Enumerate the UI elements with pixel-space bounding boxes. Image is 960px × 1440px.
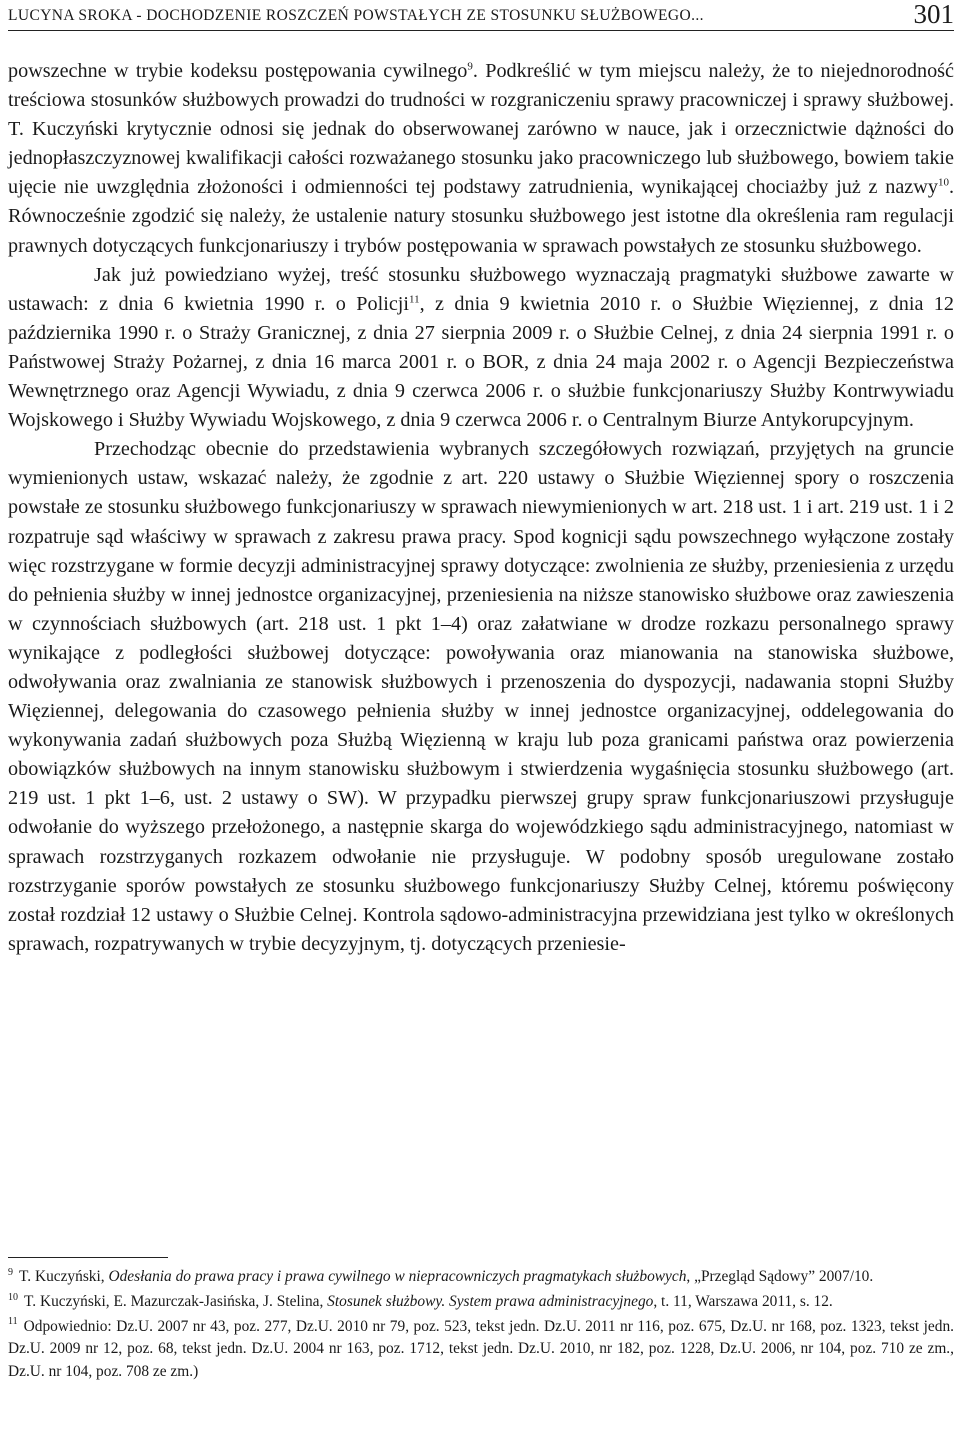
footnote-text: T. Kuczyński, bbox=[19, 1268, 109, 1285]
footnote-ref-10[interactable]: 10 bbox=[937, 176, 949, 189]
footnote-separator bbox=[8, 1257, 168, 1258]
footnotes bbox=[8, 1266, 954, 1386]
footnote-10 bbox=[8, 1291, 954, 1314]
paragraph-2-text-b: , z dnia 9 kwietnia 2010 r. o Służbie Więziennej, z dnia 12 października 1990 r. o Straży Granicznej, z dnia 27 sierpnia 2009 r. o Służbie Celnej, z dnia 24 sierpnia 1991 r. o Państwowej Straży Pożarnej, z dnia 16 marca 2001 r. o BOR, z dnia 24 maja 2002 r. o Agencji Bezpieczeństwa Wewnętrznego oraz Agencji Wywiadu, z dnia 9 czerwca 2006 r. o służbie funkcjonariuszy Służby Kontrwywiadu Wojskowego i Służby Wywiadu Wojskowego, z dnia 9 czerwca 2006 r. o Centralnym Biurze Antykorupcyjnym. bbox=[8, 292, 954, 432]
footnote-title: Stosunek służbowy. System prawa administracyjnego bbox=[327, 1292, 654, 1310]
footnote-title: Odesłania do prawa pracy i prawa cywilnego w niepracowniczych pragmatykach służbowych bbox=[108, 1268, 687, 1285]
footnote-9 bbox=[8, 1266, 954, 1289]
paragraph-2 bbox=[8, 261, 954, 436]
body-text bbox=[8, 57, 954, 959]
footnote-ref-9[interactable]: 9 bbox=[467, 60, 473, 73]
footnote-ref-11[interactable]: 11 bbox=[409, 293, 420, 306]
page-number: 301 bbox=[913, 0, 954, 29]
paragraph-1 bbox=[8, 57, 954, 261]
footnote-11 bbox=[8, 1316, 954, 1384]
paragraph-1-text-c: . Równocześnie zgodzić się należy, że ustalenie natury stosunku służbowego jest istotne dla określenia ram regulacji prawnych dotyczących funkcjonariuszy i trybów postępowania w sprawach powstałych ze stosunku służbowego. bbox=[8, 176, 954, 257]
footnote-number: 11 bbox=[8, 1316, 18, 1328]
footnote-number: 10 bbox=[8, 1291, 18, 1303]
footnote-text: Odpowiednio: Dz.U. 2007 nr 43, poz. 277, Dz.U. 2010 nr 79, poz. 523, tekst jedn. Dz.U. 2011 nr 116, poz. 675, Dz.U. nr 168, poz. 1323, tekst jedn. Dz.U. 2009 nr 12, poz. 68, tekst jedn. Dz.U. 2004 nr 163, poz. 1712, tekst jedn. Dz.U. 2010, nr 182, poz. 1228, Dz.U. 2006, nr 104, poz. 710 ze zm., Dz.U. nr 104, poz. 708 ze zm.) bbox=[8, 1317, 954, 1381]
page-header bbox=[8, 0, 954, 31]
running-title: LUCYNA SROKA - DOCHODZENIE ROSZCZEŃ POWSTAŁYCH ZE STOSUNKU SŁUŻBOWEGO... bbox=[8, 7, 704, 24]
paragraph-1-text-b: . Podkreślić w tym miejscu należy, że to niejednorodność treściowa stosunków służbowych prowadzi do trudności w rozgraniczeniu sprawy pracowniczej i sprawy służbowej. T. Kuczyński krytycznie odnosi się jednak do obserwowanej zarówno w nauce, jak i orzecznictwie dążności do jednopłaszczyznowej kwalifikacji całości rozważanego stosunku jako pracowniczego lub służbowego, bowiem takie ujęcie nie uwzględnia złożoności i odmienności tej podstawy zatrudnienia, wynikającej chociażby już z nazwy bbox=[8, 60, 954, 199]
paragraph-1-text-a: powszechne w trybie kodeksu postępowania cywilnego bbox=[8, 60, 468, 82]
footnote-text-end: , „Przegląd Sądowy” 2007/10. bbox=[686, 1268, 874, 1285]
footnote-number: 9 bbox=[8, 1266, 13, 1278]
paragraph-3: Przechodząc obecnie do przedstawienia wybranych szczegółowych rozwiązań, przyjętych na gruncie wymienionych ustaw, wskazać należy, że zgodnie z art. 220 ustawy o Służbie Więziennej spory o roszczenia powstałe ze stosunku służbowego funkcjonariuszy w sprawach niewymienionych w art. 218 ust. 1 i art. 219 ust. 1 i 2 rozpatruje sąd właściwy w sprawach z zakresu prawa pracy. Spod kognicji sądu powszechnego wyłączone zostały więc rozstrzygane w formie decyzji administracyjnej sprawy dotyczące: zwolnienia ze służby, przeniesienia z urzędu do pełnienia służby w innej jednostce organizacyjnej, przeniesienia na niższe stanowisko służbowe oraz zawieszenia w czynnościach służbowych (art. 218 ust. 1 pkt 1–4) oraz załatwiane w drodze rozkazu personalnego sprawy wynikające z podległości służbowej dotyczące: powoływania oraz mianowania na stanowiska służbowe, odwoływania oraz zwalniania ze stanowisk służbowych i przenoszenia do dyspozycji, nadawania stopni Służby Więziennej, delegowania do czasowego pełnienia służby w innej jednostce organizacyjnej, oddelegowania do wykonywania zadań służbowych poza Służbą Więzienną w kraju lub poza granicami państwa oraz powierzenia obowiązków służbowych na innym stanowisku służbowym i stwierdzenia wygaśnięcia stosunku służbowego (art. 219 ust. 1 pkt 1–6, ust. 2 ustawy o SW). W przypadku pierwszej grupy spraw funkcjonariuszowi przysługuje odwołanie do wyższego przełożonego, a następnie skarga do wojewódzkiego sądu administracyjnego, natomiast w sprawach rozstrzyganych rozkazem odwołanie nie przysługuje. W podobny sposób uregulowane zostało rozstrzyganie sporów powstałych ze stosunku służbowego funkcjonariuszy Służby Celnej, któremu poświęcony został rozdział 12 ustawy o Służbie Celnej. Kontrola sądowo-administracyjna przewidziana jest tylko w określonych sprawach, rozpatrywanych w trybie decyzyjnym, tj. dotyczących przeniesie- bbox=[8, 438, 954, 955]
footnote-text: T. Kuczyński, E. Mazurczak-Jasińska, J. Stelina, bbox=[24, 1292, 328, 1310]
footnote-text-end: , t. 11, Warszawa 2011, s. 12. bbox=[653, 1292, 833, 1310]
paragraph-2-text-a: Jak już powiedziano wyżej, treść stosunku służbowego wyznaczają pragmatyki służbowe zawarte w ustawach: z dnia 6 kwietnia 1990 r. o Policji bbox=[8, 263, 954, 315]
